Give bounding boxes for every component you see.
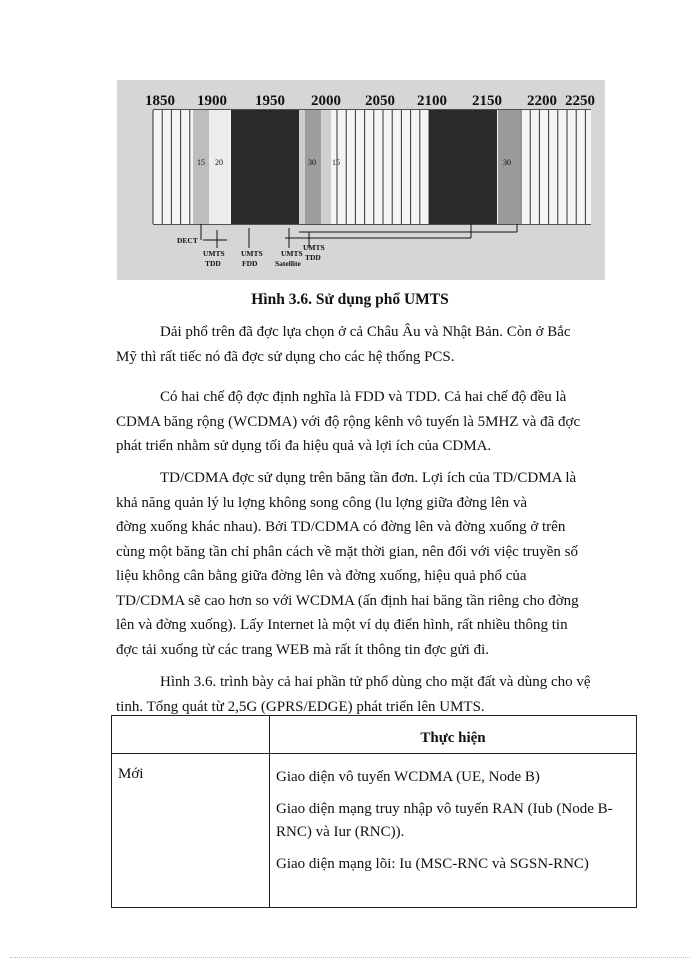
tdd-band-2: [209, 110, 229, 224]
table-row-items: [270, 754, 637, 908]
table-row-label: Mới: [118, 766, 144, 782]
annotation-text: TDD: [305, 253, 321, 262]
tdd-band: [193, 110, 209, 224]
paragraph-4: [116, 670, 628, 719]
fdd-downlink-band: [429, 110, 497, 224]
table-row-label-cell: [112, 754, 270, 908]
paragraph-line: cùng một băng tần chỉ phân cách về mặt thời gian, nên đối với việc truyền số: [116, 543, 578, 560]
band-label: 30: [308, 158, 316, 167]
tick-label: 2100: [417, 93, 447, 109]
table-header-text: Thực hiện: [420, 730, 486, 746]
paragraph-line: Mỹ thì rất tiếc nó đã đợc sử dụng cho các hệ thống PCS.: [116, 348, 455, 365]
paragraph-line: liệu không cân bằng giữa đờng lên và đờng xuống, hiệu quả phổ của: [116, 568, 527, 584]
band-label: 20: [215, 158, 223, 167]
fdd-uplink-band: [231, 110, 299, 224]
tick-label: 2000: [311, 93, 341, 109]
paragraph-1: [116, 320, 628, 369]
annotation-dect: DECT: [177, 236, 198, 245]
annotation-text: UMTS: [203, 249, 225, 258]
paragraph-line: Có hai chế độ đợc định nghĩa là FDD và TDD. Cả hai chế độ đều là: [160, 389, 567, 405]
paragraph-line: khả năng quản lý lu lợng không song công (lu lợng giữa đờng lên và: [116, 494, 528, 511]
figure-caption: Hình 3.6. Sử dụng phổ UMTS: [251, 291, 449, 308]
spectrum-chart: [117, 80, 605, 280]
table-header-cell: [270, 716, 637, 754]
paragraph-line: TD/CDMA đợc sử dụng trên băng tần đơn. Lợi ích của TD/CDMA là: [160, 470, 577, 486]
page-bottom-divider: [10, 957, 690, 958]
paragraph-line: Hình 3.6. trình bày cả hai phần tử phổ dùng cho mặt đất và dùng cho vệ: [160, 674, 591, 690]
tick-label: 2200: [527, 93, 557, 109]
table-item: Giao diện vô tuyến WCDMA (UE, Node B): [276, 769, 540, 785]
table-header-empty: [112, 716, 270, 754]
satellite-band: [305, 110, 321, 224]
tick-label: 1950: [255, 93, 285, 109]
tick-label: 2150: [472, 93, 502, 109]
satellite-band-2: [498, 110, 520, 224]
spectrum-figure: [117, 80, 605, 280]
implementation-table: [111, 715, 637, 908]
band-label: 15: [332, 158, 340, 167]
table-row: [112, 754, 637, 908]
annotation-text: Satellite: [275, 259, 301, 268]
table-item: Giao diện mạng lõi: Iu (MSC-RNC và SGSN-RNC): [276, 856, 589, 872]
paragraph-line: phát triển nhằm sử dụng tối đa hiệu quả và lợi ích của CDMA.: [116, 438, 492, 454]
annotation-text: FDD: [242, 259, 258, 268]
paragraph-2: [116, 385, 628, 459]
paragraph-line: TD/CDMA sẽ cao hơn so với WCDMA (ấn định hai băng tần riêng cho đờng: [116, 592, 579, 609]
paragraph-line: tinh. Tổng quát từ 2,5G (GPRS/EDGE) phát triển lên UMTS.: [116, 698, 485, 715]
band-label: 30: [503, 158, 511, 167]
annotation-text: UMTS: [241, 249, 263, 258]
annotation-text: TDD: [205, 259, 221, 268]
table-header-row: [112, 716, 637, 754]
paragraph-line: đờng xuống khác nhau). Bởi TD/CDMA có đờng lên và đờng xuống ở trên: [116, 519, 566, 535]
tick-label: 1900: [197, 93, 227, 109]
tick-label: 1850: [145, 93, 175, 109]
table-item: Giao diện mạng truy nhập vô tuyến RAN (Iub (Node B-RNC) và Iur (RNC)).: [276, 801, 613, 840]
paragraph-line: Dải phổ trên đã đợc lựa chọn ở cả Châu Âu và Nhật Bản. Còn ở Bắc: [160, 324, 571, 340]
band-label: 15: [197, 158, 205, 167]
paragraph-line: lên và đờng xuống). Lấy Internet là một ví dụ điển hình, rất nhiều thông tin: [116, 617, 568, 633]
paragraph-line: đợc tải xuống từ các trang WEB mà rất ít thông tin đợc gửi đi.: [116, 641, 490, 658]
tick-label: 2250: [565, 93, 595, 109]
paragraph-line: CDMA băng rộng (WCDMA) với độ rộng kênh vô tuyến là 5MHZ và đã đợc: [116, 413, 581, 430]
paragraph-3: [116, 466, 628, 662]
annotation-text: UMTS: [281, 249, 303, 258]
annotation-text: UMTS: [303, 243, 325, 252]
tick-label: 2050: [365, 93, 395, 109]
